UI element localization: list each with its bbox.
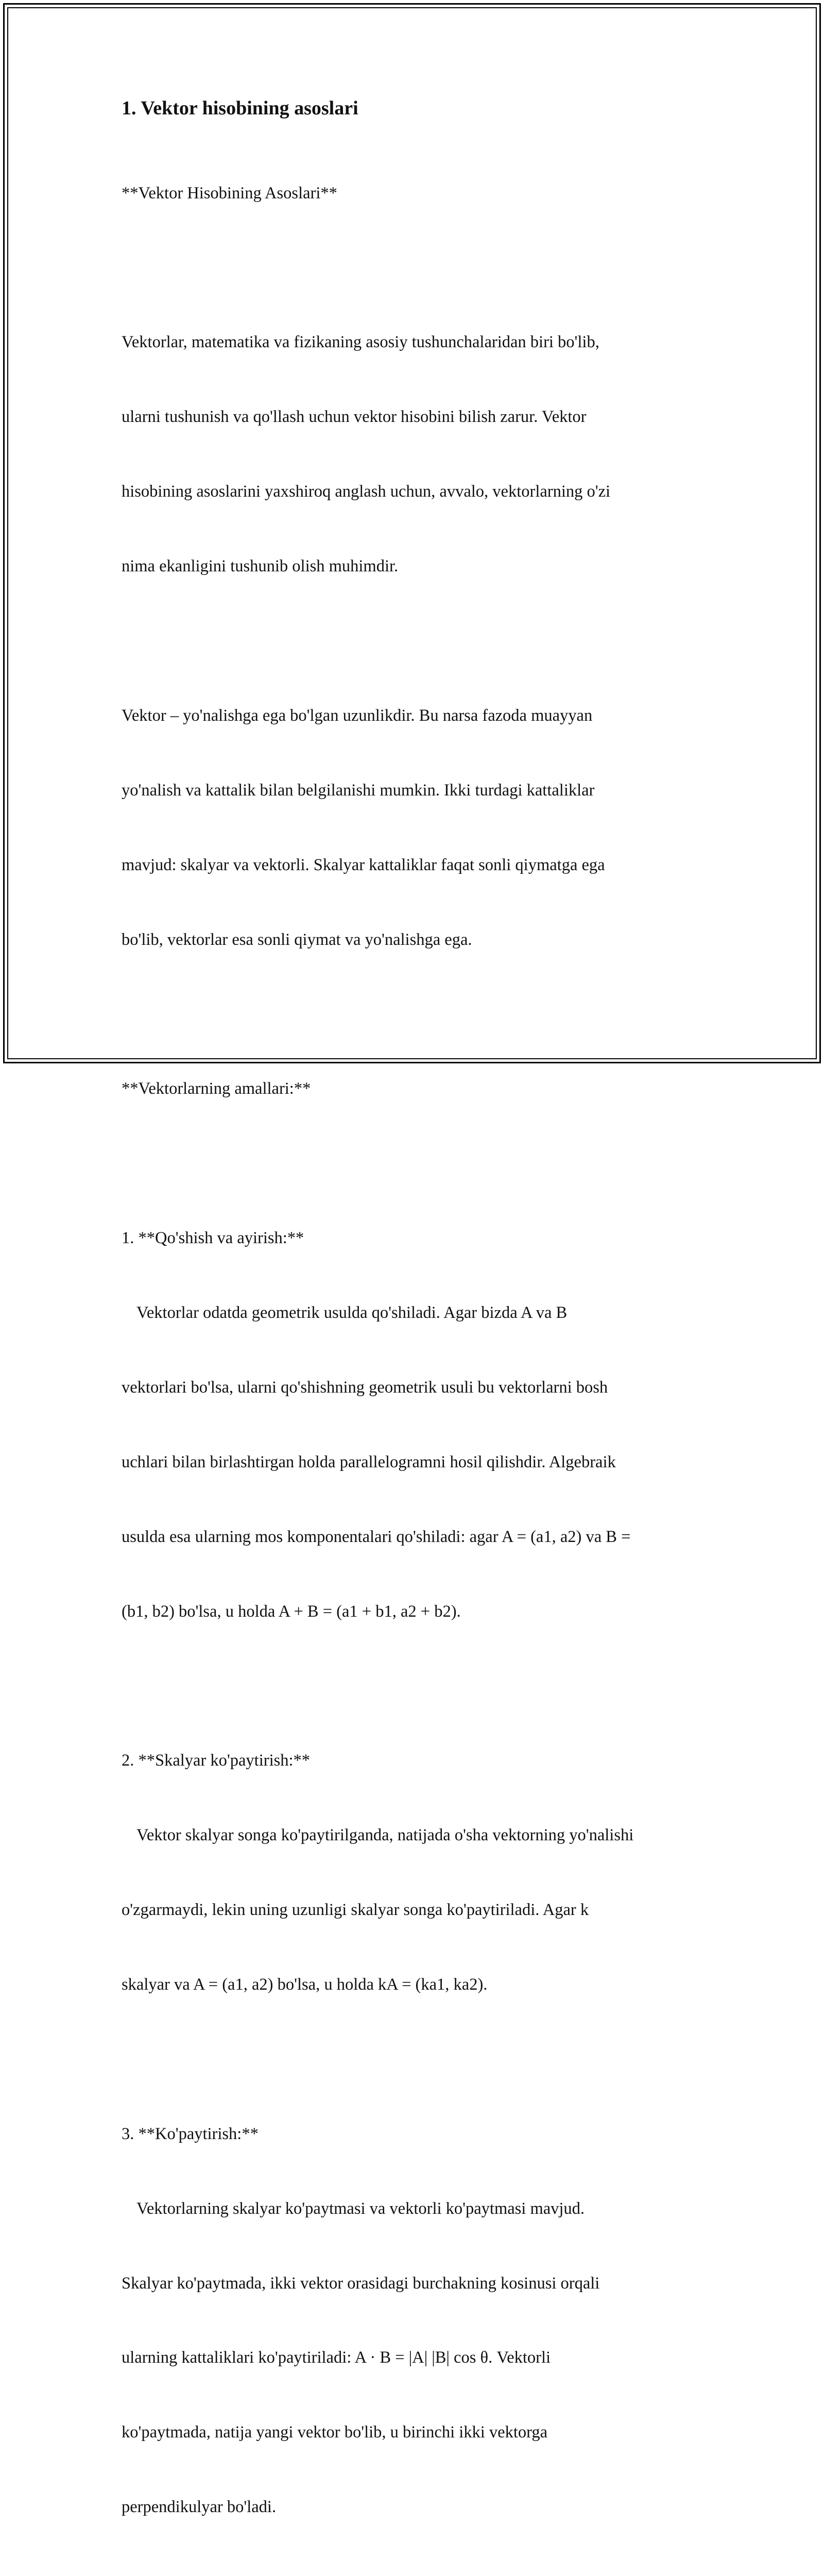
definition-line: bo'lib, vektorlar esa sonli qiymat va yo'nalishga ega. <box>122 930 472 949</box>
operation-line: Vektorlar odatda geometrik usulda qo'shiladi. Agar bizda A va B <box>136 1303 568 1322</box>
subtitle-paragraph <box>122 131 703 255</box>
operation-line: usulda esa ularning mos komponentalari qo'shiladi: agar A = (a1, a2) va B = <box>122 1527 631 1546</box>
document-body <box>122 96 703 2576</box>
intro-line: ularni tushunish va qo'llash uchun vektor hisobini bilish zarur. Vektor <box>122 408 587 427</box>
operation-scalar-multiplication <box>122 1699 703 2047</box>
operations-title-paragraph <box>122 1027 703 1151</box>
intro-line: nima ekanligini tushunib olish muhimdir. <box>122 557 399 576</box>
definition-line: mavjud: skalyar va vektorli. Skalyar kattaliklar faqat sonli qiymatga ega <box>122 855 605 874</box>
operation-line: Vektor skalyar songa ko'paytirilganda, natijada o'sha vektorning yo'nalishi <box>136 1826 634 1845</box>
operation-addition <box>122 1176 703 1673</box>
operation-line: vektorlari bo'lsa, ularni qo'shishning geometrik usuli bu vektorlarni bosh <box>122 1378 608 1397</box>
operation-line: o'zgarmaydi, lekin uning uzunligi skalyar songa ko'paytiriladi. Agar k <box>122 1901 589 1920</box>
operation-line: (b1, b2) bo'lsa, u holda A + B = (a1 + b1, a2 + b2). <box>122 1602 461 1621</box>
definition-line: Vektor – yo'nalishga ega bo'lgan uzunlikdir. Bu narsa fazoda muayyan <box>122 706 593 725</box>
operation-line: uchlari bilan birlashtirgan holda parallelogramni hosil qilishdir. Algebraik <box>122 1452 616 1471</box>
operation-title: 3. **Ko'paytirish:** <box>122 2124 259 2143</box>
operation-line: perpendikulyar bo'ladi. <box>122 2498 277 2517</box>
operation-line: Skalyar ko'paytmada, ikki vektor orasidagi burchakning kosinusi orqali <box>122 2274 600 2293</box>
operation-title: 2. **Skalyar ko'paytirish:** <box>122 1751 311 1770</box>
operation-title: 1. **Qo'shish va ayirish:** <box>122 1229 304 1248</box>
operation-line: ularning kattaliklari ko'paytiriladi: A · B = |A| |B| cos θ. Vektorli <box>122 2348 551 2367</box>
operation-line: ko'paytmada, natija yangi vektor bo'lib, u birinchi ikki vektorga <box>122 2423 548 2442</box>
operation-multiplication <box>122 2072 703 2569</box>
intro-paragraph <box>122 280 703 629</box>
operation-line: Vektorlarning skalyar ko'paytmasi va vektorli ko'paytmasi mavjud. <box>136 2199 585 2218</box>
intro-line: Vektorlar, matematika va fizikaning asosiy tushunchalaridan biri bo'lib, <box>122 333 599 352</box>
operations-title: **Vektorlarning amallari:** <box>122 1079 311 1098</box>
subtitle-text: **Vektor Hisobining Asoslari** <box>122 183 337 202</box>
definition-line: yo'nalish va kattalik bilan belgilanishi mumkin. Ikki turdagi kattaliklar <box>122 781 595 800</box>
intro-line: hisobining asoslarini yaxshiroq anglash uchun, avvalo, vektorlarning o'zi <box>122 482 611 501</box>
definition-paragraph <box>122 653 703 1002</box>
section-heading: 1. Vektor hisobining asoslari <box>122 97 358 119</box>
operation-line: skalyar va A = (a1, a2) bo'lsa, u holda kA = (ka1, ka2). <box>122 1975 488 1994</box>
